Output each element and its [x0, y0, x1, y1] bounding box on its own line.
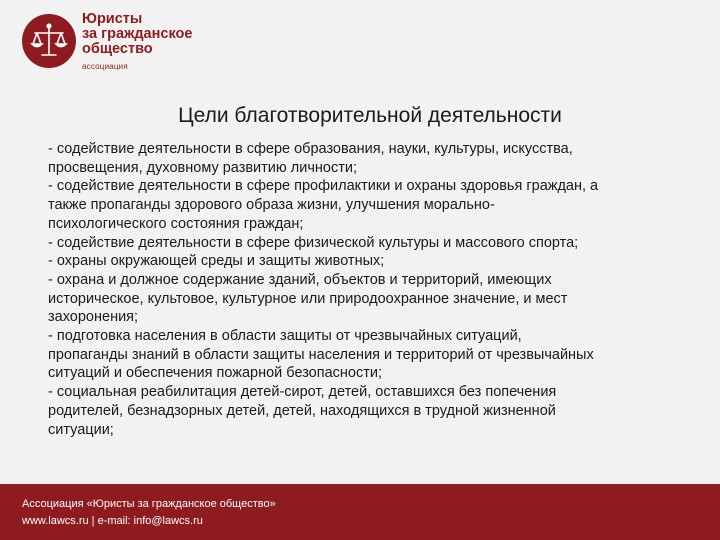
text-line: также пропаганды здорового образа жизни, улучшения морально-: [48, 197, 495, 214]
text-line: психологического состояния граждан;: [48, 215, 304, 232]
text-line: захоронения;: [48, 309, 139, 326]
goals-text: [48, 140, 668, 439]
logo-line-3: общество: [82, 41, 153, 57]
text-line: - содействие деятельности в сфере профилактики и охраны здоровья граждан, а: [48, 178, 599, 195]
logo: [22, 10, 222, 80]
text-line: ситуации;: [48, 421, 114, 438]
text-line: - содействие деятельности в сфере физической культуры и массового спорта;: [48, 234, 579, 251]
text-line: - социальная реабилитация детей-сирот, детей, оставшихся без попечения: [48, 384, 557, 401]
footer-contacts: www.lawcs.ru | e-mail: info@lawcs.ru: [22, 515, 203, 527]
logo-subtitle: ассоциация: [82, 62, 128, 71]
text-line: просвещения, духовному развитию личности;: [48, 159, 357, 176]
text-line: - содействие деятельности в сфере образования, науки, культуры, искусства,: [48, 141, 573, 157]
page-title: Цели благотворительной деятельности: [178, 104, 562, 127]
text-line: ситуаций и обеспечения пожарной безопасности;: [48, 365, 383, 382]
footer-org-name: Ассоциация «Юристы за гражданское общество»: [22, 498, 276, 510]
logo-line-2: за гражданское: [82, 26, 193, 42]
text-line: пропаганды знаний в области защиты населения и территорий от чрезвычайных: [48, 346, 594, 363]
footer: [0, 484, 720, 540]
logo-text: [82, 12, 192, 57]
text-line: родителей, безнадзорных детей, детей, находящихся в трудной жизненной: [48, 402, 556, 419]
scales-icon: [22, 14, 76, 68]
text-line: - охрана и должное содержание зданий, объектов и территорий, имеющих: [48, 271, 552, 288]
text-line: - подготовка населения в области защиты от чрезвычайных ситуаций,: [48, 328, 522, 345]
text-line: историческое, культовое, культурное или природоохранное значение, и мест: [48, 290, 568, 307]
text-line: - охраны окружающей среды и защиты животных;: [48, 253, 385, 270]
logo-line-1: Юристы: [82, 11, 143, 27]
logo-emblem: [22, 14, 76, 68]
